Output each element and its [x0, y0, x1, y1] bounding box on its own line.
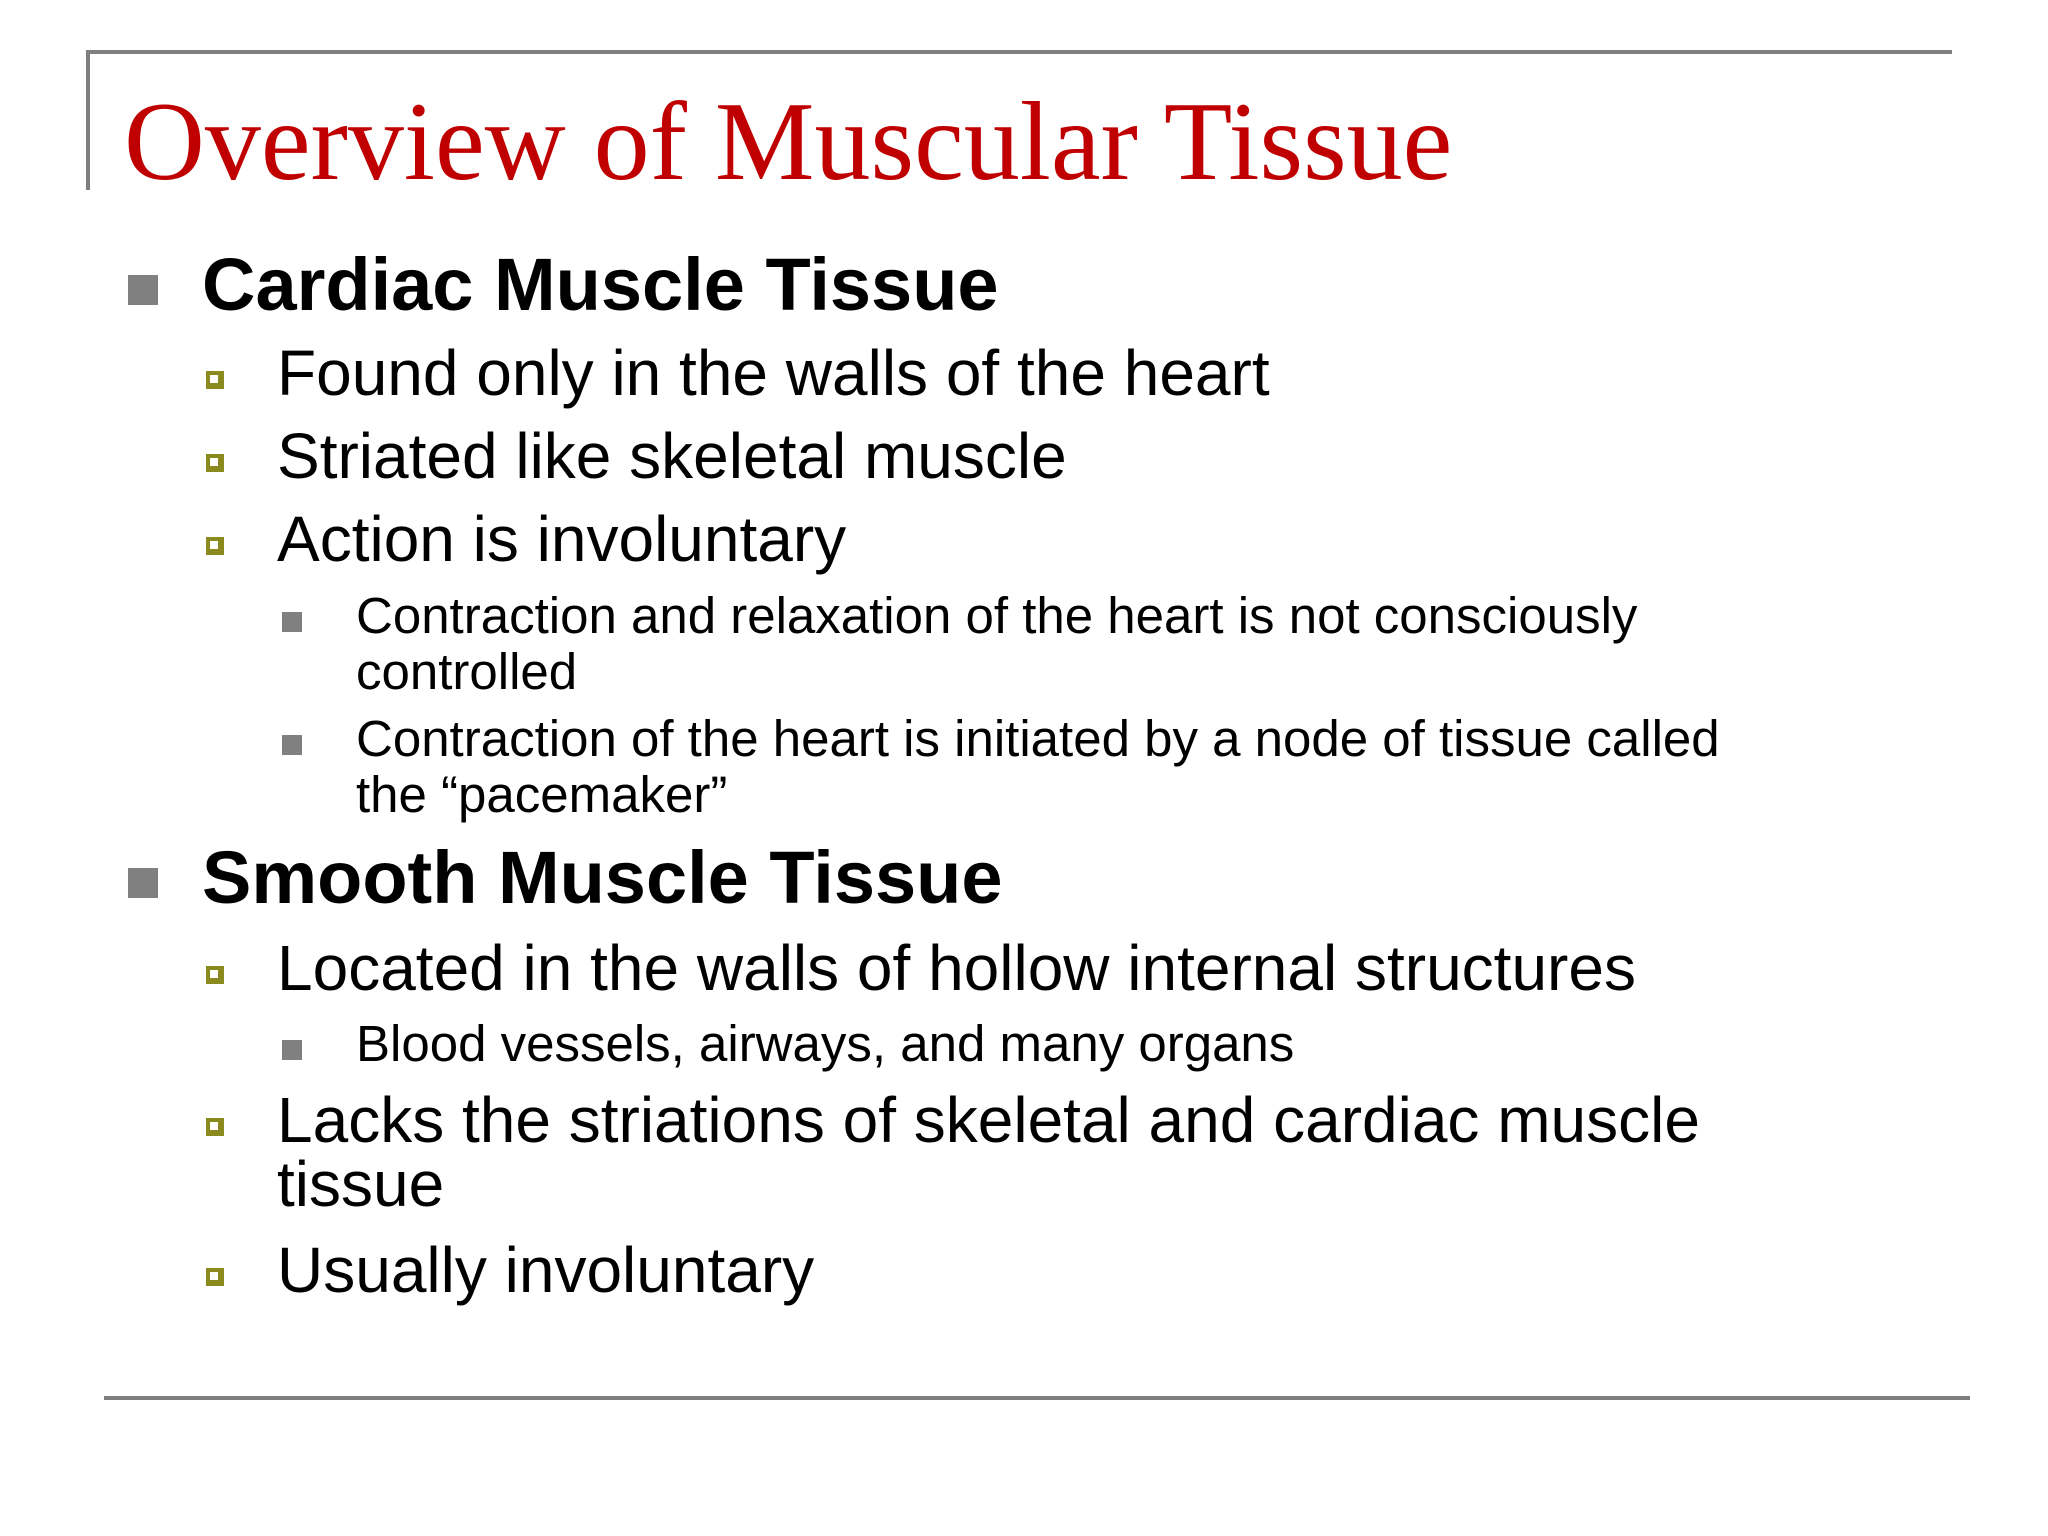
- list-item: [277, 1084, 1700, 1220]
- slide-title: Overview of Muscular Tissue: [124, 80, 1453, 204]
- list-item-text: Action is involuntary: [277, 503, 847, 575]
- section-heading-text: Cardiac Muscle Tissue: [202, 243, 999, 326]
- filled-square-icon: [282, 735, 302, 755]
- section-heading-cardiac: [202, 245, 999, 325]
- list-item: [277, 1234, 815, 1306]
- filled-square-icon: [282, 612, 302, 632]
- shadowed-box-icon: [206, 371, 224, 389]
- list-item-text: Found only in the walls of the heart: [277, 337, 1270, 409]
- shadowed-box-icon: [206, 454, 224, 472]
- shadowed-box-icon: [206, 1268, 224, 1286]
- list-item: [277, 932, 1636, 1004]
- section-heading-smooth: [202, 838, 1003, 918]
- filled-square-icon: [282, 1040, 302, 1060]
- shadowed-box-icon: [206, 1118, 224, 1136]
- sub-list-item-text: Blood vessels, airways, and many organs: [356, 1015, 1295, 1072]
- sub-list-item-text: controlled: [356, 643, 578, 700]
- list-item: [277, 503, 847, 575]
- list-item: [277, 337, 1270, 409]
- sub-list-item-text: Contraction and relaxation of the heart is not consciously: [356, 587, 1638, 644]
- shadowed-box-icon: [206, 966, 224, 984]
- list-item-text: Usually involuntary: [277, 1234, 815, 1306]
- section-heading-text: Smooth Muscle Tissue: [202, 836, 1003, 919]
- sub-list-item: [356, 588, 1637, 700]
- filled-square-icon: [128, 275, 158, 305]
- list-item-text: Lacks the striations of skeletal and cardiac muscle: [277, 1084, 1700, 1156]
- sub-list-item-text: the “pacemaker”: [356, 766, 728, 823]
- shadowed-box-icon: [206, 537, 224, 555]
- filled-square-icon: [128, 868, 158, 898]
- sub-list-item-text: Contraction of the heart is initiated by a node of tissue called: [356, 710, 1720, 767]
- list-item-text: tissue: [277, 1148, 445, 1220]
- list-item-text: Striated like skeletal muscle: [277, 420, 1067, 492]
- list-item: [277, 420, 1067, 492]
- sub-list-item: [356, 711, 1720, 823]
- list-item-text: Located in the walls of hollow internal structures: [277, 932, 1636, 1004]
- sub-list-item: [356, 1016, 1294, 1072]
